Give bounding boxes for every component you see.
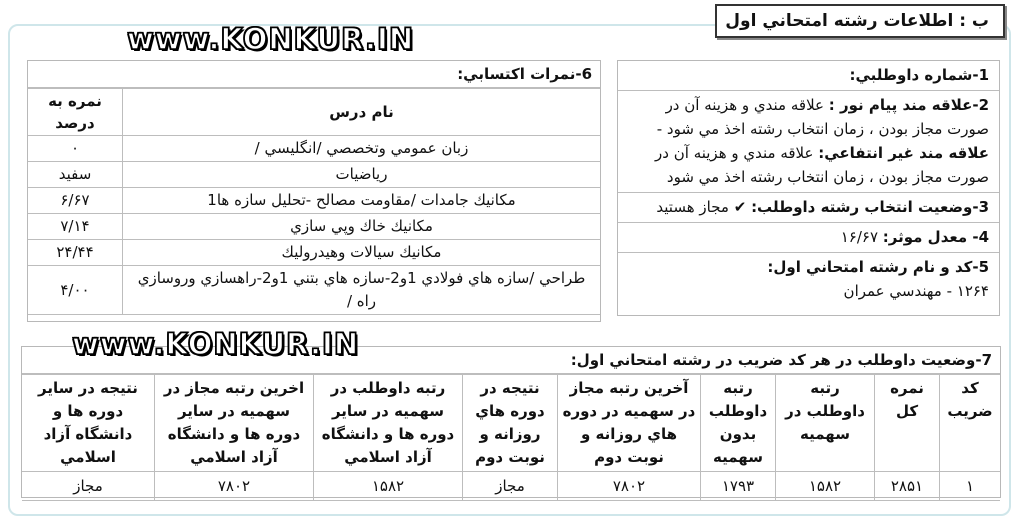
status-cell: مجاز	[463, 472, 558, 501]
score-cell: سفيد	[28, 162, 123, 188]
status-cell: ۱	[940, 472, 1001, 501]
check-icon: ✔	[733, 198, 747, 216]
status-header-cell: رتبه داوطلب در سهميه در ساير دوره ها و دانشگاه آزاد اسلامي	[314, 375, 463, 472]
field-value: ۱۲۶۴ - مهندسي عمران	[843, 282, 989, 300]
subject-cell: طراحي /سازه هاي فولادي 1و2-سازه هاي بتني 1و2-راهسازي وروسازي راه /	[123, 266, 601, 315]
gpa-row	[618, 223, 999, 253]
status-cell: مجاز	[22, 472, 155, 501]
candidate-number-label: 1-شماره داوطلبي:	[849, 66, 989, 84]
grade-row	[28, 266, 600, 315]
subject-cell: زبان عمومي وتخصصي /انگليسي /	[123, 136, 601, 162]
status-cell: ۱۵۸۲	[776, 472, 875, 501]
subject-cell: مكانيك سيالات وهيدروليك	[123, 240, 601, 266]
score-cell: ۴/۰۰	[28, 266, 123, 315]
score-cell: ۶/۶۷	[28, 188, 123, 214]
status-header-cell: نتيجه در دوره هاي روزانه و نوبت دوم	[463, 375, 558, 472]
non-profit-label: علاقه مند غير انتفاعي:	[818, 144, 989, 162]
interest-row	[618, 91, 999, 193]
score-column-header: نمره به درصد	[28, 89, 123, 136]
grade-row	[28, 136, 600, 162]
selection-status-row	[618, 193, 999, 223]
status-cell: ۷۸۰۲	[558, 472, 701, 501]
grades-title: 6-نمرات اكتسابي:	[28, 61, 600, 88]
status-header-cell: نتيجه در ساير دوره ها و دانشگاه آزاد اسلامي	[22, 375, 155, 472]
subject-cell: رياضيات	[123, 162, 601, 188]
watermark-bottom: www.KONKUR.IN	[72, 327, 360, 361]
subject-column-header: نام درس	[123, 89, 601, 136]
payam-noor-text: علاقه مندي و هزينه آن در صورت مجاز بودن ، زمان انتخاب رشته اخذ مي شود -	[656, 96, 989, 138]
grade-row	[28, 162, 600, 188]
payam-noor-label: 2-علاقه مند پيام نور :	[828, 96, 989, 114]
status-header-cell: نمره كل	[875, 375, 940, 472]
status-panel	[21, 346, 1001, 498]
field-row	[618, 253, 999, 306]
selection-status-value: مجاز هستيد	[656, 198, 729, 216]
selection-status-label: 3-وضعيت انتخاب رشته داوطلب:	[751, 198, 989, 216]
grades-table	[28, 88, 600, 315]
grades-header-row	[28, 89, 600, 136]
candidate-info-panel	[617, 60, 1000, 316]
status-cell: ۱۷۹۳	[701, 472, 776, 501]
status-header-cell: كد ضريب	[940, 375, 1001, 472]
status-title: 7-وضعيت داوطلب در هر كد ضريب در رشته امتحاني اول:	[22, 347, 1000, 374]
grade-row	[28, 240, 600, 266]
subject-cell: مكانيك جامدات /مقاومت مصالح -تحليل سازه ها1	[123, 188, 601, 214]
status-header-row	[22, 375, 1000, 472]
gpa-label: 4- معدل موثر:	[882, 228, 989, 246]
subject-cell: مكانيك خاك وپي سازي	[123, 214, 601, 240]
non-profit-text: علاقه مندي و هزينه آن در صورت مجاز بودن ، زمان انتخاب رشته اخذ مي شود	[655, 144, 989, 186]
section-title: ب : اطلاعات رشته امتحاني اول	[715, 4, 1005, 38]
score-cell: ۷/۱۴	[28, 214, 123, 240]
grade-row	[28, 214, 600, 240]
status-header-cell: آخرين رتبه مجاز در سهميه در دوره هاي روزانه و نوبت دوم	[558, 375, 701, 472]
grades-panel	[27, 60, 601, 322]
status-header-cell: اخرين رتبه مجاز در سهميه در ساير دوره ها و دانشگاه آزاد اسلامي	[155, 375, 314, 472]
gpa-value: ۱۶/۶۷	[840, 228, 879, 246]
watermark-top: www.KONKUR.IN	[127, 22, 415, 56]
status-table	[22, 374, 1000, 501]
score-cell: ۰	[28, 136, 123, 162]
status-header-cell: رتبه داوطلب در سهميه	[776, 375, 875, 472]
status-cell: ۱۵۸۲	[314, 472, 463, 501]
grade-row	[28, 188, 600, 214]
candidate-number-row	[618, 61, 999, 91]
score-cell: ۲۴/۴۴	[28, 240, 123, 266]
status-data-row	[22, 472, 1000, 501]
status-header-cell: رتبه داوطلب بدون سهميه	[701, 375, 776, 472]
field-label: 5-كد و نام رشته امتحاني اول:	[767, 258, 989, 276]
status-cell: ۲۸۵۱	[875, 472, 940, 501]
status-cell: ۷۸۰۲	[155, 472, 314, 501]
